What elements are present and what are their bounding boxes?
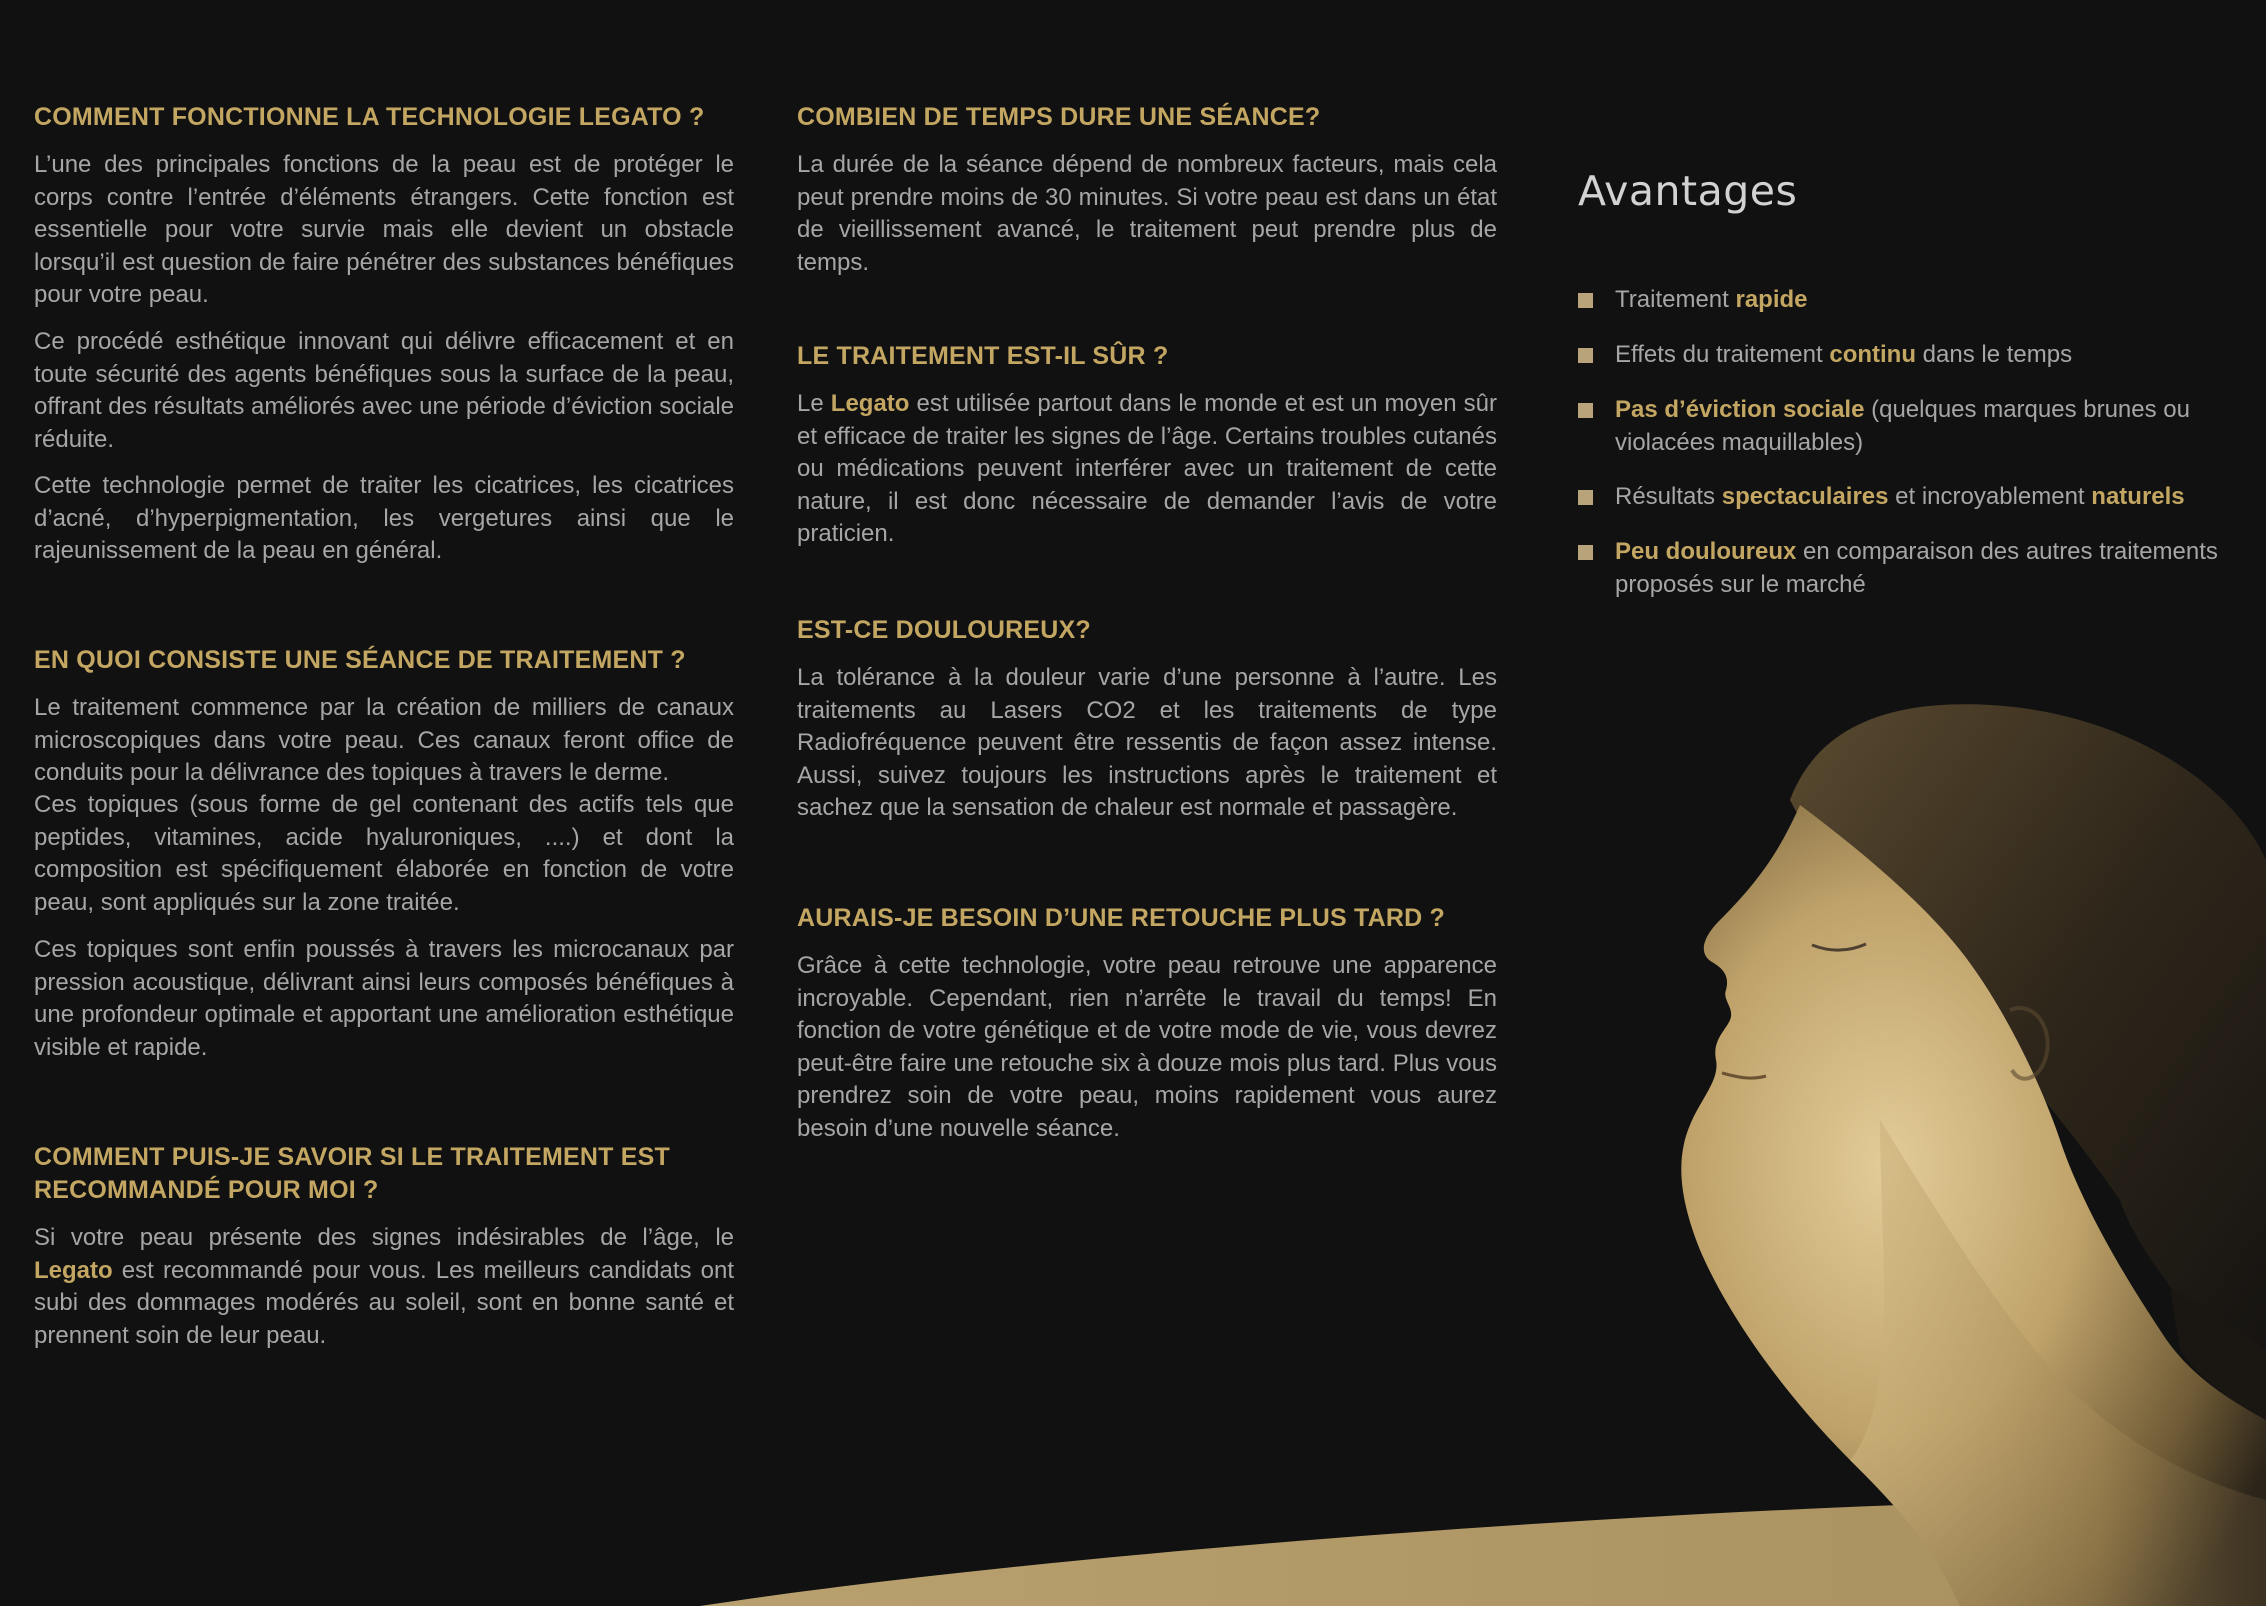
advantage-bold: spectaculaires [1721,483,1889,510]
paragraph-acoustic-pressure: Ces topiques sont enfin poussés à travers les microcanaux par pression acoustique, délivrant ainsi leurs composés bénéfiques à une profondeur optimale et apportant une amélioration esthétique visible et rapide. [34,936,734,1061]
paragraph-treatable-conditions: Cette technologie permet de traiter les cicatrices, les cicatrices d’acné, d’hyperpigmentation, les vergetures ainsi que le rajeunissement de la peau en général. [34,472,734,564]
advantage-text [1615,284,2238,317]
text-fragment: Effets du traitement [1615,341,1830,368]
advantage-bold: Peu douloureux [1615,538,1797,565]
paragraph-candidates [34,1222,734,1352]
square-bullet-icon [1578,293,1593,308]
advantage-text [1615,536,2238,601]
brand-highlight: Legato [830,390,910,417]
section-title-touch-up: AURAIS-JE BESOIN D’UNE RETOUCHE PLUS TARD ? [797,904,1446,932]
advantage-text [1615,481,2238,514]
section-title-how-it-works: COMMENT FONCTIONNE LA TECHNOLOGIE LEGATO ? [34,103,705,131]
section-title-safety: LE TRAITEMENT EST-IL SÛR ? [797,342,1169,370]
square-bullet-icon [1578,545,1593,560]
square-bullet-icon [1578,348,1593,363]
advantage-text [1615,394,2238,459]
square-bullet-icon [1578,403,1593,418]
brand-highlight: Legato [34,1256,113,1284]
text-fragment: et incroyablement [1888,483,2092,510]
paragraph-topicals: Ces topiques (sous forme de gel contenant des actifs tels que peptides, vitamines, acide hyaluroniques, ....) et dont la composition est spécifiquement élaborée en fonction de votre peau, sont appliqués sur la zone traitée. [34,791,734,916]
paragraph-pain: La tolérance à la douleur varie d’une personne à l’autre. Les traitements au Lasers CO2 et les traitements de type Radiofréquence peuvent être ressentis de façon assez intense. Aussi, suivez toujours les instructions après le traitement et sachez que la sensation de chaleur est normale et passagère. [797,664,1497,821]
advantage-bold: naturels [2091,483,2185,510]
advantage-bold: rapide [1735,286,1808,313]
text-fragment: en comparaison des autres traitements proposés sur le marché [1615,538,2218,598]
advantage-bold: Pas d’éviction sociale [1615,396,1865,423]
text-fragment: est utilisée partout dans le monde et est un moyen sûr et efficace de traiter les signes de l’âge. Certains troubles cutanés ou médications peuvent interférer avec un traitement de cette nature, il est donc nécessaire de demander l’avis de votre praticien. [797,390,1497,547]
paragraph-skin-function: L’une des principales fonctions de la peau est de protéger le corps contre l’entrée d’éléments étrangers. Cette fonction est essentielle pour votre survie mais elle devient un obstacle lorsqu’il est question de faire pénétrer des substances bénéfiques pour votre peau. [34,151,734,308]
paragraph-procedure: Ce procédé esthétique innovant qui délivre efficacement et en toute sécurité des agents bénéfiques sous la surface de la peau, offrant des résultats améliorés avec une période d’éviction sociale réduite. [34,328,734,453]
section-title-recommended: COMMENT PUIS-JE SAVOIR SI LE TRAITEMENT EST RECOMMANDÉ POUR MOI ? [34,1143,670,1204]
section-title-pain: EST-CE DOULOUREUX? [797,616,1091,644]
paragraph-channels: Le traitement commence par la création de milliers de canaux microscopiques dans votre peau. Ces canaux feront office de conduits pour la délivrance des topiques à travers le derme. [34,694,734,786]
text-fragment: est recommandé pour vous. Les meilleurs candidats ont subi des dommages modérés au soleil, sont en bonne santé et prennent soin de leur peau. [34,1256,734,1349]
text-fragment: Le [797,390,831,417]
text-fragment: Si votre peau présente des signes indésirables de l’âge, le [34,1224,734,1251]
section-title-session-content: EN QUOI CONSISTE UNE SÉANCE DE TRAITEMENT ? [34,646,686,674]
advantage-bold: continu [1829,341,1916,368]
advantages-heading: Avantages [1578,167,1798,215]
advantage-text [1615,339,2238,372]
text-fragment: Résultats [1615,483,1722,510]
text-fragment: dans le temps [1916,341,2073,368]
paragraph-touch-up: Grâce à cette technologie, votre peau retrouve une apparence incroyable. Cependant, rien n’arrête le travail du temps! En fonction de votre génétique et de votre mode de vie, vous devrez peut-être faire une retouche six à douze mois plus tard. Plus vous prendrez soin de votre peau, moins rapidement vous aurez besoin d’une nouvelle séance. [797,952,1497,1142]
paragraph-safety [797,388,1497,551]
text-fragment: Traitement [1615,286,1736,313]
section-title-session-duration: COMBIEN DE TEMPS DURE UNE SÉANCE? [797,103,1321,131]
square-bullet-icon [1578,490,1593,505]
paragraph-duration: La durée de la séance dépend de nombreux facteurs, mais cela peut prendre moins de 30 minutes. Si votre peau est dans un état de vieillissement avancé, le traitement peut prendre plus de temps. [797,151,1497,276]
text-fragment: (quelques marques brunes ou violacées maquillables) [1615,396,2190,456]
